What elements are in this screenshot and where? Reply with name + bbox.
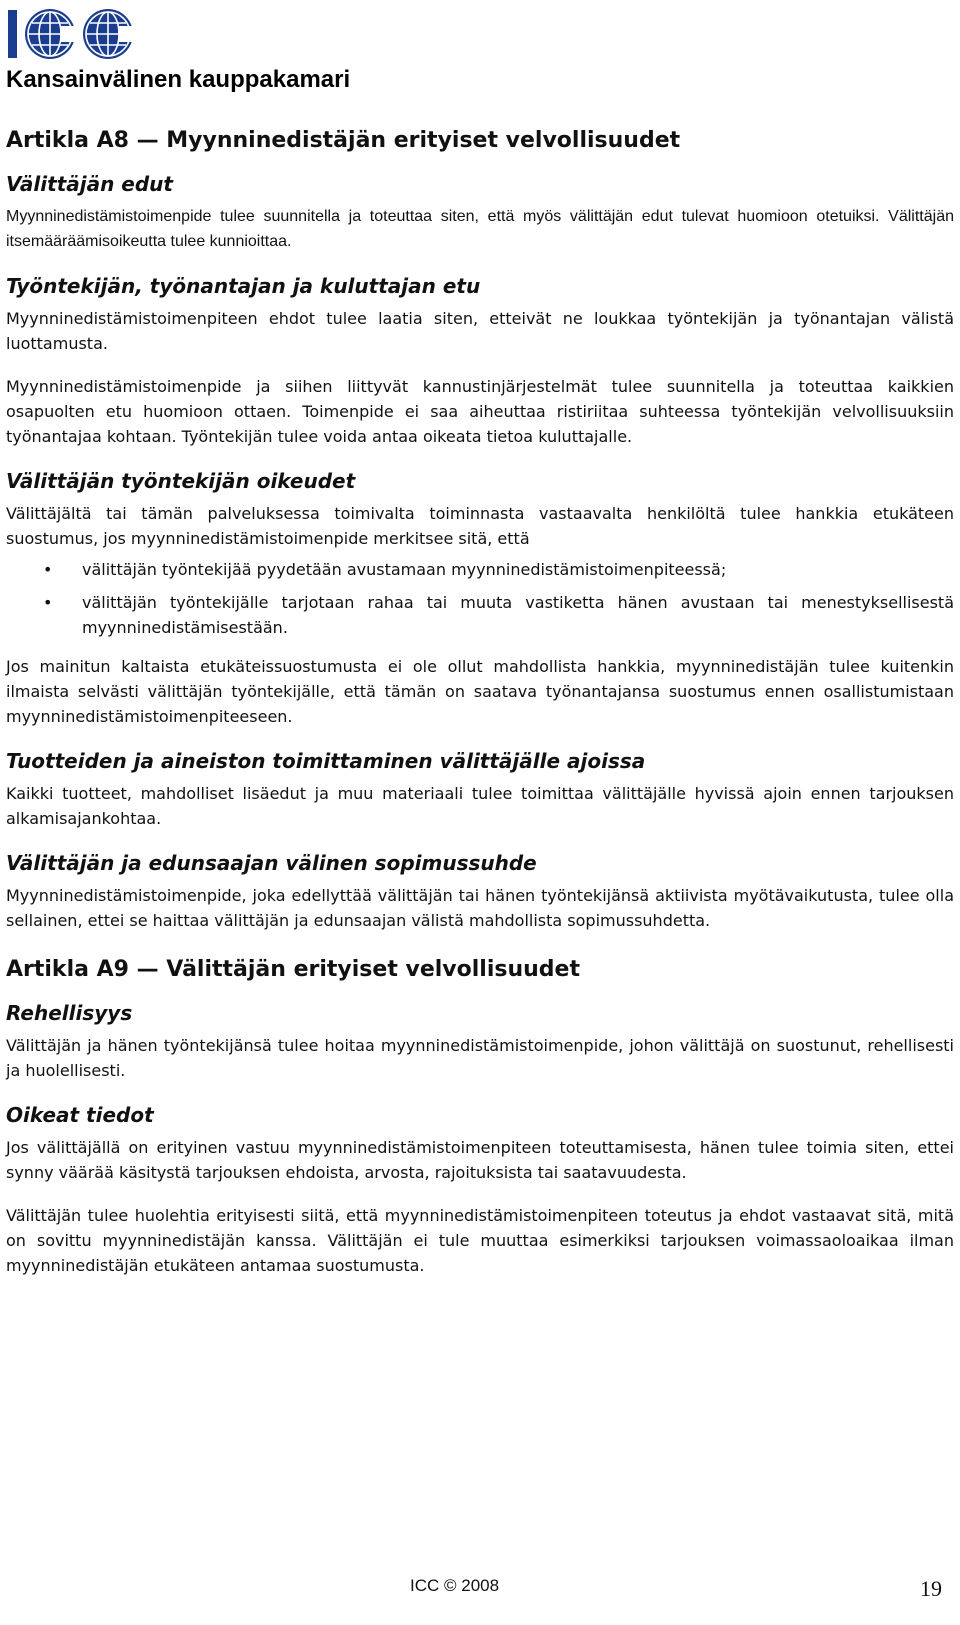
list-item-text: välittäjän työntekijälle tarjotaan rahaa tai muuta vastiketta hänen avustaan tai menestyksellisestä myynninedistämisestään.	[82, 593, 954, 637]
section-heading-tyontekijan-etu: Työntekijän, työnantajan ja kuluttajan etu	[6, 274, 481, 298]
paragraph: Jos mainitun kaltaista etukäteissuostumusta ei ole ollut mahdollista hankkia, myynninedistäjän tulee kuitenkin ilmaista selvästi välittäjän työntekijälle, että tämän on saatava työnantajansa suostumus ennen osallistumistaan myynninedistämistoimenpiteeseen.	[6, 657, 954, 726]
paragraph: Jos välittäjällä on erityinen vastuu myynninedistämistoimenpiteen toteuttamisesta, hänen tulee toimia siten, ettei synny väärää käsitystä tarjouksen ehdoista, arvosta, rajoituksista tai saatavuudesta.	[6, 1138, 954, 1182]
paragraph: Välittäjän ja hänen työntekijänsä tulee hoitaa myynninedistämistoimenpide, johon välittäjä on suostunut, rehellisesti ja huolellisesti.	[6, 1036, 954, 1080]
paragraph: Välittäjältä tai tämän palveluksessa toimivalta toiminnasta vastaavalta henkilöltä tulee hankkia etukäteen suostumus, jos myynninedistämistoimenpide merkitsee sitä, että	[6, 504, 954, 548]
list-item	[6, 590, 954, 640]
document-body	[6, 126, 954, 1296]
section-heading-toimittaminen: Tuotteiden ja aineiston toimittaminen välittäjälle ajoissa	[6, 749, 646, 773]
icc-logo	[8, 4, 140, 62]
bullet-list	[6, 557, 954, 640]
paragraph: Välittäjän tulee huolehtia erityisesti siitä, että myynninedistämistoimenpiteen toteutus ja ehdot vastaavat sitä, mitä on sovittu myynninedistäjän kanssa. Välittäjän ei tule muuttaa esimerkiksi tarjouksen voimassaoloaikaa ilman myynninedistäjän etukäteen antamaa suostumusta.	[6, 1206, 954, 1275]
section-heading-valittajan-edut: Välittäjän edut	[6, 172, 173, 196]
paragraph: Myynninedistämistoimenpide ja siihen liittyvät kannustinjärjestelmät tulee suunnitella ja toteuttaa kaikkien osapuolten etu huomioon ottaen. Toimenpide ei saa aiheuttaa ristiriitaa suhteessa työntekijän velvollisuuksiin työnantajaa kohtaan. Työntekijän tulee voida antaa oikeata tietoa kuluttajalle.	[6, 377, 954, 446]
paragraph: Myynninedistämistoimenpiteen ehdot tulee laatia siten, etteivät ne loukkaa työntekijän ja työnantajan välistä luottamusta.	[6, 309, 954, 353]
paragraph: Myynninedistämistoimenpide tulee suunnitella ja toteuttaa siten, että myös välittäjän edut tulevat huomioon otetuiksi. Välittäjän itsemääräämisoikeutta tulee kunnioittaa.	[6, 208, 954, 250]
section-heading-rehellisyys: Rehellisyys	[6, 1001, 133, 1025]
section-heading-oikeat-tiedot: Oikeat tiedot	[6, 1103, 154, 1127]
list-item-text: välittäjän työntekijää pyydetään avustamaan myynninedistämistoimenpiteessä;	[82, 560, 727, 579]
bullet-icon: •	[43, 560, 53, 579]
footer-copyright: ICC © 2008	[410, 1576, 500, 1595]
page-footer	[0, 1572, 960, 1612]
article-a8-title: Artikla A8 — Myynninedistäjän erityiset velvollisuudet	[6, 128, 681, 153]
list-item	[6, 557, 954, 582]
article-a9-title: Artikla A9 — Välittäjän erityiset velvollisuudet	[6, 957, 580, 982]
bullet-icon: •	[43, 593, 53, 612]
organization-name: Kansainvälinen kauppakamari	[6, 66, 351, 93]
paragraph: Kaikki tuotteet, mahdolliset lisäedut ja muu materiaali tulee toimittaa välittäjälle hyvissä ajoin ennen tarjouksen alkamisajankohtaa.	[6, 784, 954, 828]
section-heading-sopimussuhde: Välittäjän ja edunsaajan välinen sopimussuhde	[6, 851, 537, 875]
paragraph: Myynninedistämistoimenpide, joka edellyttää välittäjän tai hänen työntekijänsä aktiivista myötävaikutusta, tulee olla sellainen, ettei se haittaa välittäjän ja edunsaajan välistä mahdollista sopimussuhdetta.	[6, 886, 954, 930]
page-number: 19	[920, 1576, 942, 1601]
section-heading-tyontekijan-oikeudet: Välittäjän työntekijän oikeudet	[6, 469, 356, 493]
